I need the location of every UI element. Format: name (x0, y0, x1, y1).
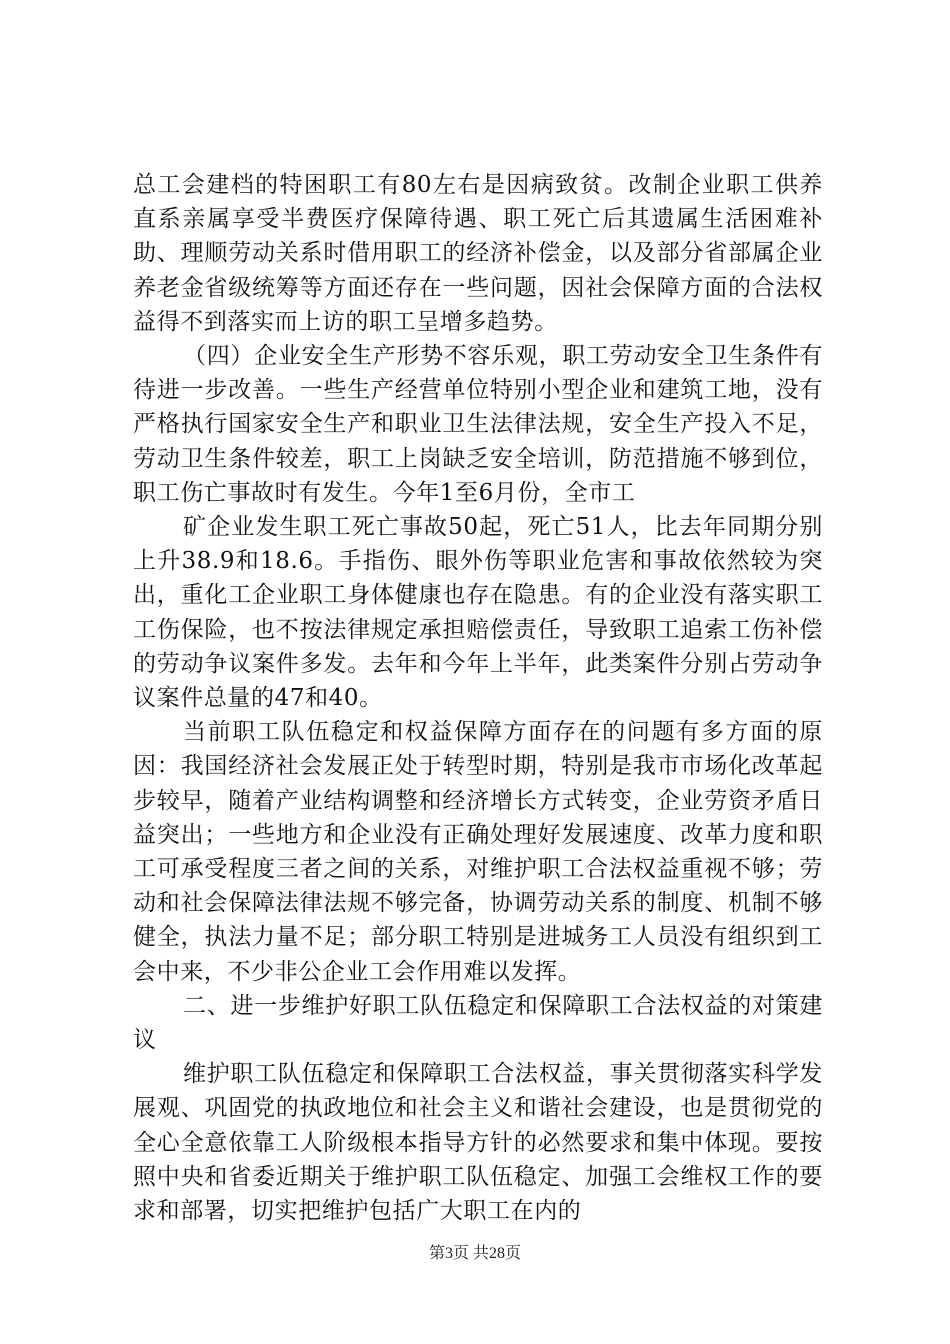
section-heading-recommendations: 二、进一步维护好职工队伍稳定和保障职工合法权益的对策建议 (133, 992, 823, 1054)
page-number: 第3页 共28页 (428, 1245, 521, 1262)
paragraph-recommendations: 维护职工队伍稳定和保障职工合法权益，事关贯彻落实科学发展观、巩固党的执政地位和社会主义和谐社会建设，也是贯彻党的全心全意依靠工人阶级根本指导方针的必然要求和集中体现。要按照中央和省委近期关于维护职工队伍稳定、加强工会维权工作的要求和部署，切实把维护包括广大职工在内的 (133, 1061, 823, 1225)
paragraph-social-security: 总工会建档的特困职工有80左右是因病致贫。改制企业职工供养直系亲属享受半费医疗保障待遇、职工死亡后其遗属生活困难补助、理顺劳动关系时借用职工的经济补偿金，以及部分省部属企业养老金省级统筹等方面还存在一些问题，因社会保障方面的合法权益得不到落实而上访的职工呈增多趋势。 (133, 172, 823, 335)
paragraph-causes: 当前职工队伍稳定和权益保障方面存在的问题有多方面的原因：我国经济社会发展正处于转型时期，特别是我市市场化改革起步较早，随着产业结构调整和经济增长方式转变，企业劳资矛盾日益突出；一些地方和企业没有正确处理好发展速度、改革力度和职工可承受程度三者之间的关系，对维护职工合法权益重视不够；劳动和社会保障法律法规不够完备，协调劳动关系的制度、机制不够健全，执法力量不足；部分职工特别是进城务工人员没有组织到工会中来，不少非公企业工会作用难以发挥。 (133, 719, 823, 985)
document-body (133, 168, 823, 1228)
paragraph-safety-production: （四）企业安全生产形势不容乐观，职工劳动安全卫生条件有待进一步改善。一些生产经营单位特别小型企业和建筑工地，没有严格执行国家安全生产和职业卫生法律法规，安全生产投入不足，劳动卫生条件较差，职工上岗缺乏安全培训，防范措施不够到位，职工伤亡事故时有发生。今年1至6月份，全市工 (133, 343, 823, 506)
paragraph-mining-accidents: 矿企业发生职工死亡事故50起，死亡51人，比去年同期分别上升38.9和18.6。手指伤、眼外伤等职业危害和事故依然较为突出，重化工企业职工身体健康也存在隐患。有的企业没有落实职工工伤保险，也不按法律规定承担赔偿责任，导致职工追索工伤补偿的劳动争议案件多发。去年和今年上半年，此类案件分别占劳动争议案件总量的47和40。 (133, 514, 823, 712)
page-footer (0, 1244, 950, 1264)
